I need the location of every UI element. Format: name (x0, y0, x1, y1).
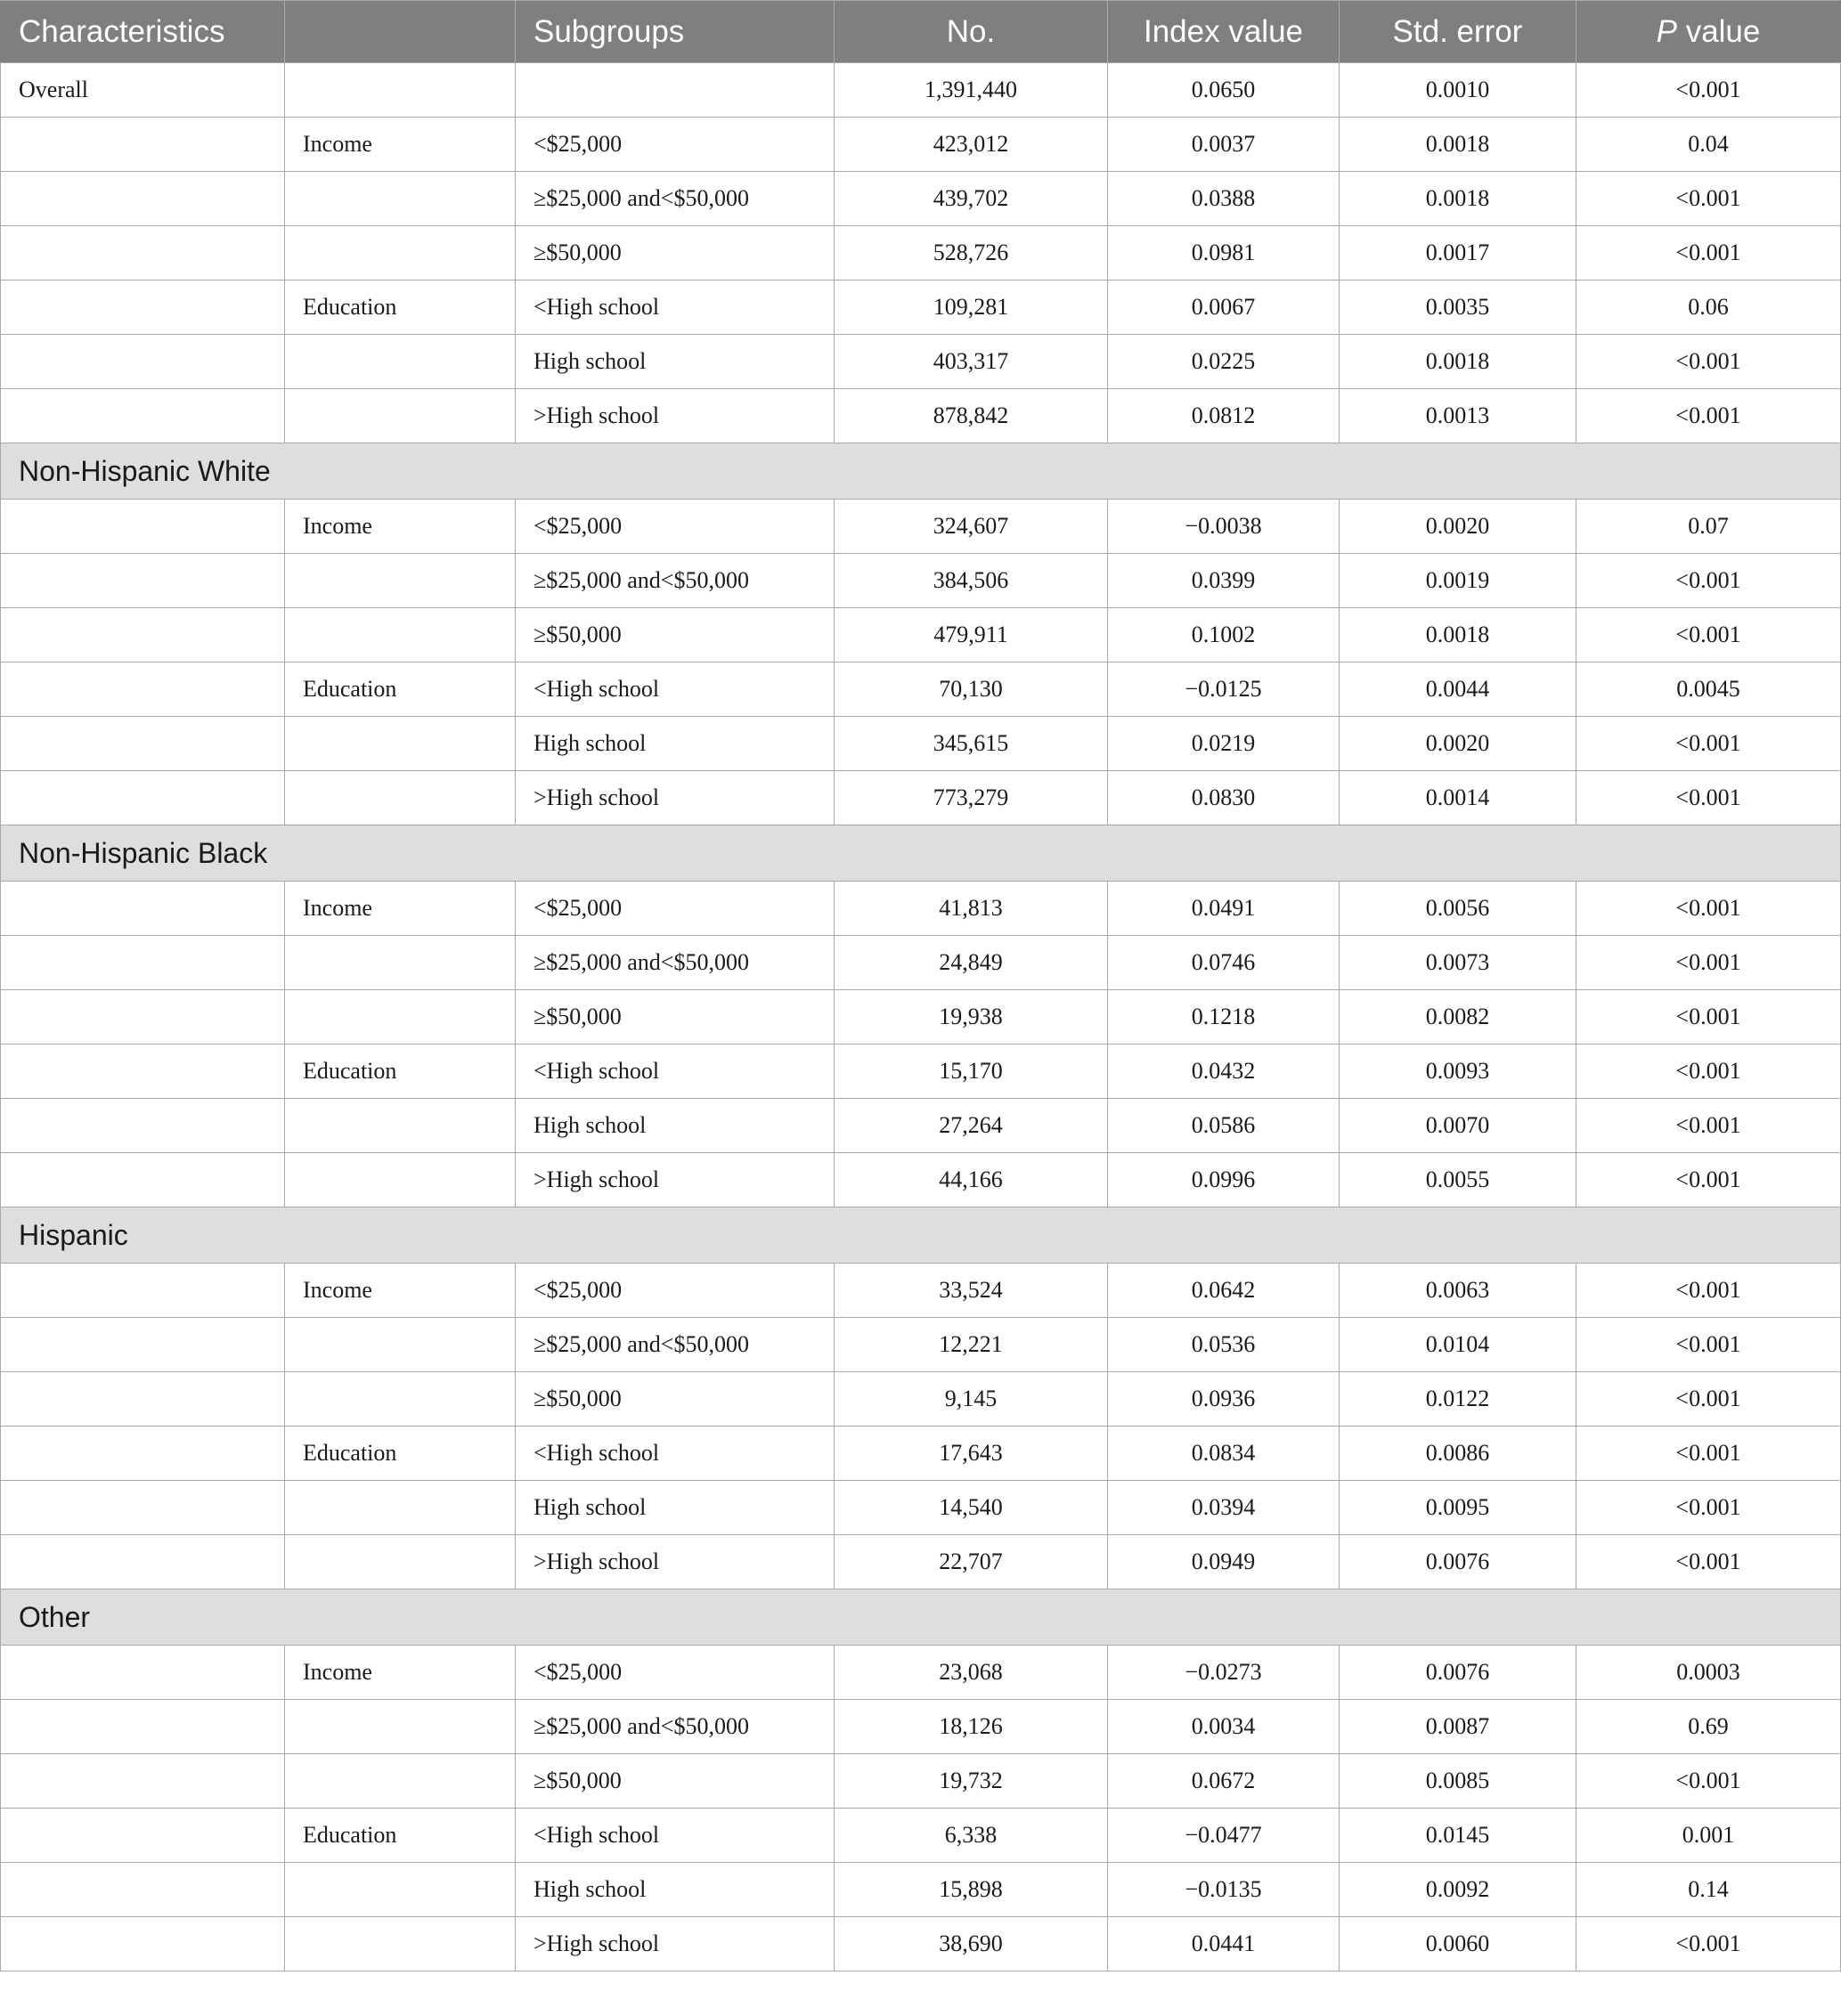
p-value-cell: <0.001 (1576, 608, 1841, 663)
table-row (1, 1264, 1841, 1318)
subgroup-cell: High school (516, 717, 835, 771)
index-value-cell: 0.0394 (1108, 1481, 1340, 1535)
table-row (1, 1045, 1841, 1099)
count-cell: 23,068 (835, 1646, 1108, 1700)
p-value-cell: <0.001 (1576, 63, 1841, 118)
index-value-cell: 0.1218 (1108, 990, 1340, 1045)
empty-cell (1, 771, 285, 825)
group-cell (285, 936, 516, 990)
empty-cell (1, 1318, 285, 1372)
subgroup-cell: <$25,000 (516, 1264, 835, 1318)
count-cell: 403,317 (835, 335, 1108, 389)
count-cell: 22,707 (835, 1535, 1108, 1589)
group-cell: Education (285, 1427, 516, 1481)
index-value-cell: 0.0996 (1108, 1153, 1340, 1207)
subgroup-cell: >High school (516, 1917, 835, 1971)
subgroup-cell: ≥$25,000 and<$50,000 (516, 554, 835, 608)
table-row (1, 771, 1841, 825)
index-value-cell: 0.0949 (1108, 1535, 1340, 1589)
empty-cell (1, 936, 285, 990)
group-cell (285, 990, 516, 1045)
p-value-cell: <0.001 (1576, 1372, 1841, 1427)
index-value-cell: 0.0067 (1108, 280, 1340, 335)
std-error-cell: 0.0122 (1340, 1372, 1576, 1427)
index-value-cell: 0.0834 (1108, 1427, 1340, 1481)
count-cell: 1,391,440 (835, 63, 1108, 118)
table-row (1, 990, 1841, 1045)
group-cell (285, 1481, 516, 1535)
p-value-cell: 0.14 (1576, 1863, 1841, 1917)
subgroup-cell: <$25,000 (516, 118, 835, 172)
empty-cell (1, 990, 285, 1045)
empty-cell (1, 226, 285, 280)
std-error-cell: 0.0055 (1340, 1153, 1576, 1207)
header-row (1, 1, 1841, 63)
empty-cell (1, 1481, 285, 1535)
section-header-row (1, 825, 1841, 882)
subgroup-cell: <High school (516, 1045, 835, 1099)
index-value-cell: 0.0586 (1108, 1099, 1340, 1153)
section-title: Non-Hispanic Black (1, 825, 1841, 882)
section-header-row (1, 1207, 1841, 1264)
group-cell (285, 1754, 516, 1809)
p-value-cell: 0.07 (1576, 500, 1841, 554)
table-row (1, 1700, 1841, 1754)
std-error-cell: 0.0104 (1340, 1318, 1576, 1372)
empty-cell (1, 663, 285, 717)
table-row (1, 1099, 1841, 1153)
group-cell: Education (285, 1045, 516, 1099)
index-value-cell: 0.0642 (1108, 1264, 1340, 1318)
index-value-cell: 0.0034 (1108, 1700, 1340, 1754)
table-row (1, 1427, 1841, 1481)
table-row (1, 1917, 1841, 1971)
p-value-cell: <0.001 (1576, 990, 1841, 1045)
std-error-cell: 0.0017 (1340, 226, 1576, 280)
p-value-cell: <0.001 (1576, 389, 1841, 443)
empty-cell (1, 1754, 285, 1809)
p-value-cell: <0.001 (1576, 936, 1841, 990)
p-value-cell: 0.69 (1576, 1700, 1841, 1754)
empty-cell (1, 1153, 285, 1207)
count-cell: 9,145 (835, 1372, 1108, 1427)
p-value-cell: <0.001 (1576, 1481, 1841, 1535)
count-cell: 528,726 (835, 226, 1108, 280)
count-cell: 14,540 (835, 1481, 1108, 1535)
table-row (1, 1535, 1841, 1589)
subgroup-cell: ≥$50,000 (516, 608, 835, 663)
count-cell: 44,166 (835, 1153, 1108, 1207)
group-cell (285, 226, 516, 280)
std-error-cell: 0.0063 (1340, 1264, 1576, 1318)
subgroup-cell: <$25,000 (516, 882, 835, 936)
empty-cell (1, 554, 285, 608)
table-row (1, 335, 1841, 389)
section-title: Non-Hispanic White (1, 443, 1841, 500)
std-error-cell: 0.0056 (1340, 882, 1576, 936)
empty-cell (1, 172, 285, 226)
empty-cell (1, 1045, 285, 1099)
p-value-cell: <0.001 (1576, 1917, 1841, 1971)
p-value-cell: 0.04 (1576, 118, 1841, 172)
index-value-cell: 0.0441 (1108, 1917, 1340, 1971)
p-value-cell: <0.001 (1576, 1153, 1841, 1207)
group-cell (285, 1318, 516, 1372)
index-value-cell: 0.0536 (1108, 1318, 1340, 1372)
p-rest: value (1676, 13, 1761, 49)
std-error-cell: 0.0082 (1340, 990, 1576, 1045)
index-value-cell: 0.0037 (1108, 118, 1340, 172)
subgroup-cell: ≥$25,000 and<$50,000 (516, 1700, 835, 1754)
group-cell: Education (285, 663, 516, 717)
col-blank (285, 1, 516, 63)
std-error-cell: 0.0044 (1340, 663, 1576, 717)
count-cell: 15,898 (835, 1863, 1108, 1917)
subgroup-cell: High school (516, 1863, 835, 1917)
group-cell (285, 1372, 516, 1427)
count-cell: 109,281 (835, 280, 1108, 335)
count-cell: 19,938 (835, 990, 1108, 1045)
index-value-cell: 0.0812 (1108, 389, 1340, 443)
table-row (1, 500, 1841, 554)
empty-cell (1, 1809, 285, 1863)
std-error-cell: 0.0018 (1340, 335, 1576, 389)
count-cell: 479,911 (835, 608, 1108, 663)
index-value-cell: −0.0135 (1108, 1863, 1340, 1917)
count-cell: 17,643 (835, 1427, 1108, 1481)
index-value-cell: 0.0746 (1108, 936, 1340, 990)
group-cell (285, 1535, 516, 1589)
std-error-cell: 0.0018 (1340, 608, 1576, 663)
col-index-value: Index value (1108, 1, 1340, 63)
empty-cell (1, 1427, 285, 1481)
group-cell (285, 554, 516, 608)
group-cell: Income (285, 1264, 516, 1318)
index-value-cell: 0.0225 (1108, 335, 1340, 389)
count-cell: 324,607 (835, 500, 1108, 554)
group-cell: Income (285, 882, 516, 936)
p-value-cell: <0.001 (1576, 1535, 1841, 1589)
table-row (1, 1809, 1841, 1863)
count-cell: 19,732 (835, 1754, 1108, 1809)
empty-cell (1, 280, 285, 335)
table-row (1, 882, 1841, 936)
table-row (1, 936, 1841, 990)
count-cell: 12,221 (835, 1318, 1108, 1372)
std-error-cell: 0.0095 (1340, 1481, 1576, 1535)
table-row (1, 389, 1841, 443)
col-no: No. (835, 1, 1108, 63)
p-value-cell: 0.06 (1576, 280, 1841, 335)
table-row (1, 608, 1841, 663)
section-title: Overall (1, 63, 285, 118)
subgroup-cell: >High school (516, 771, 835, 825)
empty-cell (1, 500, 285, 554)
table-row (1, 554, 1841, 608)
std-error-cell: 0.0018 (1340, 118, 1576, 172)
p-value-cell: <0.001 (1576, 1754, 1841, 1809)
group-cell (285, 335, 516, 389)
p-value-cell: <0.001 (1576, 226, 1841, 280)
count-cell: 24,849 (835, 936, 1108, 990)
std-error-cell: 0.0019 (1340, 554, 1576, 608)
p-value-cell: <0.001 (1576, 882, 1841, 936)
index-value-cell: 0.0399 (1108, 554, 1340, 608)
subgroup-cell: <$25,000 (516, 500, 835, 554)
count-cell: 27,264 (835, 1099, 1108, 1153)
index-value-cell: 0.0981 (1108, 226, 1340, 280)
col-characteristics: Characteristics (1, 1, 285, 63)
group-cell (285, 608, 516, 663)
p-italic: P (1656, 13, 1677, 49)
group-cell: Education (285, 1809, 516, 1863)
subgroup-cell: <High school (516, 280, 835, 335)
col-std-error: Std. error (1340, 1, 1576, 63)
subgroup-cell: High school (516, 1099, 835, 1153)
empty-cell (1, 1863, 285, 1917)
empty-cell (1, 882, 285, 936)
table-row (1, 1372, 1841, 1427)
p-value-cell: <0.001 (1576, 1427, 1841, 1481)
index-value-cell: 0.0830 (1108, 771, 1340, 825)
subgroup-cell: ≥$25,000 and<$50,000 (516, 936, 835, 990)
subgroup-cell: ≥$25,000 and<$50,000 (516, 172, 835, 226)
count-cell: 15,170 (835, 1045, 1108, 1099)
group-cell (285, 1099, 516, 1153)
index-value-cell: 0.0388 (1108, 172, 1340, 226)
table-row (1, 1646, 1841, 1700)
subgroup-cell: ≥$50,000 (516, 1372, 835, 1427)
count-cell: 41,813 (835, 882, 1108, 936)
count-cell: 70,130 (835, 663, 1108, 717)
index-value-cell: 0.1002 (1108, 608, 1340, 663)
p-value-cell: <0.001 (1576, 1099, 1841, 1153)
subgroup-cell: <$25,000 (516, 1646, 835, 1700)
group-cell (285, 1153, 516, 1207)
table-row (1, 1481, 1841, 1535)
index-value-cell: 0.0219 (1108, 717, 1340, 771)
empty-cell (1, 335, 285, 389)
table-row (1, 172, 1841, 226)
p-value-cell: <0.001 (1576, 771, 1841, 825)
col-subgroups: Subgroups (516, 1, 835, 63)
empty-cell (1, 1646, 285, 1700)
empty-cell (1, 1264, 285, 1318)
empty-cell (1, 1372, 285, 1427)
std-error-cell: 0.0020 (1340, 500, 1576, 554)
table-row (1, 118, 1841, 172)
count-cell: 33,524 (835, 1264, 1108, 1318)
p-value-cell: <0.001 (1576, 1045, 1841, 1099)
std-error-cell: 0.0086 (1340, 1427, 1576, 1481)
index-value-cell: 0.0672 (1108, 1754, 1340, 1809)
index-value-cell: 0.0936 (1108, 1372, 1340, 1427)
count-cell: 423,012 (835, 118, 1108, 172)
index-value-cell: 0.0650 (1108, 63, 1340, 118)
std-error-cell: 0.0076 (1340, 1646, 1576, 1700)
col-p-value (1576, 1, 1841, 63)
table-row (1, 717, 1841, 771)
p-value-cell: 0.001 (1576, 1809, 1841, 1863)
table-row (1, 226, 1841, 280)
subgroup-cell: >High school (516, 1535, 835, 1589)
std-error-cell: 0.0073 (1340, 936, 1576, 990)
subgroup-cell: >High school (516, 1153, 835, 1207)
table-row (1, 1318, 1841, 1372)
empty-cell (1, 717, 285, 771)
empty-cell (1, 1700, 285, 1754)
p-value-cell: <0.001 (1576, 1264, 1841, 1318)
group-cell: Income (285, 118, 516, 172)
subgroup-cell: ≥$50,000 (516, 226, 835, 280)
group-cell (285, 1863, 516, 1917)
group-cell (285, 1700, 516, 1754)
p-value-cell: 0.0003 (1576, 1646, 1841, 1700)
count-cell: 345,615 (835, 717, 1108, 771)
table-body (1, 63, 1841, 1971)
count-cell: 38,690 (835, 1917, 1108, 1971)
group-cell: Education (285, 280, 516, 335)
std-error-cell: 0.0010 (1340, 63, 1576, 118)
std-error-cell: 0.0014 (1340, 771, 1576, 825)
subgroup-cell: ≥$50,000 (516, 1754, 835, 1809)
std-error-cell: 0.0093 (1340, 1045, 1576, 1099)
index-value-cell: −0.0477 (1108, 1809, 1340, 1863)
std-error-cell: 0.0013 (1340, 389, 1576, 443)
group-cell: Income (285, 1646, 516, 1700)
std-error-cell: 0.0070 (1340, 1099, 1576, 1153)
subgroup-cell: <High school (516, 1809, 835, 1863)
empty-cell (1, 1099, 285, 1153)
empty-cell (1, 608, 285, 663)
p-value-cell: <0.001 (1576, 717, 1841, 771)
section-title: Other (1, 1589, 1841, 1646)
subgroup-cell: ≥$50,000 (516, 990, 835, 1045)
p-value-cell: 0.0045 (1576, 663, 1841, 717)
section-header-row (1, 1589, 1841, 1646)
group-cell (285, 389, 516, 443)
table-header (1, 1, 1841, 63)
group-cell (285, 172, 516, 226)
empty-cell (1, 389, 285, 443)
std-error-cell: 0.0145 (1340, 1809, 1576, 1863)
count-cell: 878,842 (835, 389, 1108, 443)
count-cell: 384,506 (835, 554, 1108, 608)
group-cell (285, 771, 516, 825)
std-error-cell: 0.0020 (1340, 717, 1576, 771)
subgroup-cell: High school (516, 1481, 835, 1535)
subgroup-cell: <High school (516, 663, 835, 717)
empty-cell (1, 118, 285, 172)
table-row (1, 63, 1841, 118)
table-row (1, 663, 1841, 717)
p-value-cell: <0.001 (1576, 554, 1841, 608)
subgroup-cell: High school (516, 335, 835, 389)
subgroup-cell: >High school (516, 389, 835, 443)
index-value-cell: −0.0273 (1108, 1646, 1340, 1700)
table-row (1, 1863, 1841, 1917)
std-error-cell: 0.0060 (1340, 1917, 1576, 1971)
p-value-cell: <0.001 (1576, 335, 1841, 389)
index-value-cell: −0.0125 (1108, 663, 1340, 717)
index-value-cell: −0.0038 (1108, 500, 1340, 554)
p-value-cell: <0.001 (1576, 1318, 1841, 1372)
index-value-cell: 0.0432 (1108, 1045, 1340, 1099)
std-error-cell: 0.0018 (1340, 172, 1576, 226)
count-cell: 773,279 (835, 771, 1108, 825)
std-error-cell: 0.0085 (1340, 1754, 1576, 1809)
std-error-cell: 0.0087 (1340, 1700, 1576, 1754)
subgroup-cell: <High school (516, 1427, 835, 1481)
count-cell: 6,338 (835, 1809, 1108, 1863)
table-row (1, 280, 1841, 335)
group-cell (285, 1917, 516, 1971)
group-cell: Income (285, 500, 516, 554)
p-value-cell: <0.001 (1576, 172, 1841, 226)
empty-cell (516, 63, 835, 118)
std-error-cell: 0.0035 (1340, 280, 1576, 335)
table-row (1, 1754, 1841, 1809)
count-cell: 18,126 (835, 1700, 1108, 1754)
std-error-cell: 0.0076 (1340, 1535, 1576, 1589)
std-error-cell: 0.0092 (1340, 1863, 1576, 1917)
empty-cell (285, 63, 516, 118)
count-cell: 439,702 (835, 172, 1108, 226)
subgroup-cell: ≥$25,000 and<$50,000 (516, 1318, 835, 1372)
index-value-cell: 0.0491 (1108, 882, 1340, 936)
empty-cell (1, 1917, 285, 1971)
section-header-row (1, 443, 1841, 500)
section-title: Hispanic (1, 1207, 1841, 1264)
table-row (1, 1153, 1841, 1207)
empty-cell (1, 1535, 285, 1589)
group-cell (285, 717, 516, 771)
